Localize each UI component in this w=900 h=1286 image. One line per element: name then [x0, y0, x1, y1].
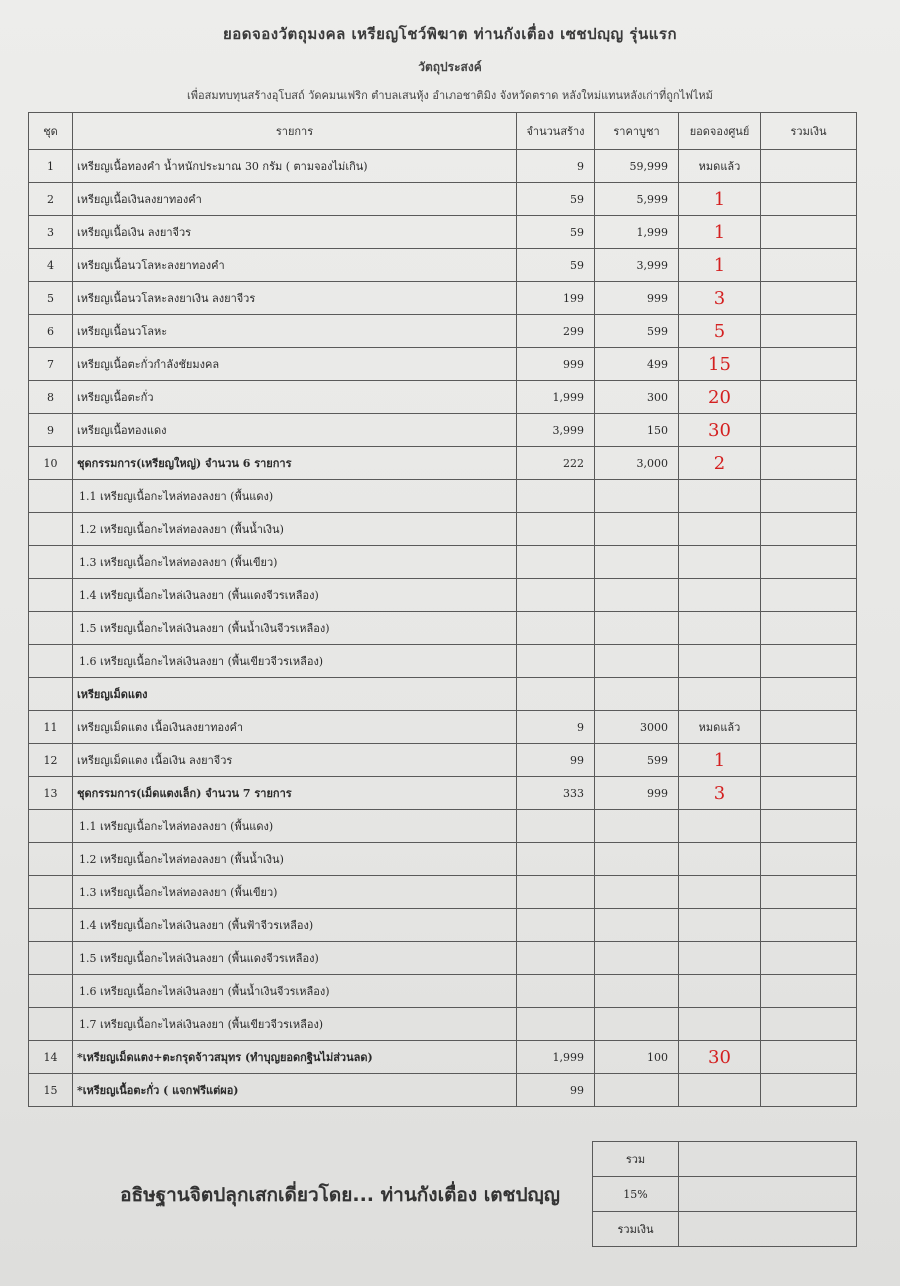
row-reserved	[679, 942, 761, 975]
row-set-number	[29, 810, 73, 843]
totals-grand-value	[679, 1212, 857, 1247]
totals-row-sum	[593, 1142, 857, 1177]
row-set-number: 6	[29, 315, 73, 348]
col-header-total: รวมเงิน	[761, 113, 857, 150]
row-reserved	[679, 612, 761, 645]
row-price	[595, 1074, 679, 1107]
row-item-name: เหรียญเนื้อนวโลหะลงยาเงิน ลงยาจีวร	[73, 282, 517, 315]
row-reserved: 1	[679, 744, 761, 777]
row-set-number: 11	[29, 711, 73, 744]
table-row	[29, 711, 857, 744]
row-item-name: เหรียญเนื้อทองแดง	[73, 414, 517, 447]
row-reserved: 3	[679, 777, 761, 810]
row-total	[761, 183, 857, 216]
row-set-number: 3	[29, 216, 73, 249]
row-price	[595, 975, 679, 1008]
row-price: 100	[595, 1041, 679, 1074]
row-price: 599	[595, 315, 679, 348]
col-header-item: รายการ	[73, 113, 517, 150]
table-row	[29, 150, 857, 183]
table-row	[29, 546, 857, 579]
row-quantity: 9	[517, 150, 595, 183]
row-item-name: ชุดกรรมการ(เหรียญใหญ่) จำนวน 6 รายการ	[73, 447, 517, 480]
row-quantity: 1,999	[517, 1041, 595, 1074]
row-reserved	[679, 876, 761, 909]
row-set-number: 10	[29, 447, 73, 480]
row-reserved: หมดแล้ว	[679, 150, 761, 183]
row-price: 5,999	[595, 183, 679, 216]
totals-row-grand	[593, 1212, 857, 1247]
table-row	[29, 1041, 857, 1074]
row-price	[595, 480, 679, 513]
row-quantity: 99	[517, 744, 595, 777]
row-quantity: 3,999	[517, 414, 595, 447]
row-reserved	[679, 480, 761, 513]
row-total	[761, 348, 857, 381]
col-header-set: ชุด	[29, 113, 73, 150]
row-total	[761, 513, 857, 546]
row-item-name: 1.6 เหรียญเนื้อกะไหล่เงินลงยา (พื้นน้ำเงินจีวรเหลือง)	[73, 975, 517, 1008]
row-set-number: 1	[29, 150, 73, 183]
table-row	[29, 249, 857, 282]
totals-row-discount	[593, 1177, 857, 1212]
row-reserved: หมดแล้ว	[679, 711, 761, 744]
row-reserved	[679, 843, 761, 876]
row-total	[761, 843, 857, 876]
totals-table	[592, 1141, 857, 1247]
row-quantity: 59	[517, 249, 595, 282]
row-reserved	[679, 513, 761, 546]
row-reserved: 1	[679, 249, 761, 282]
table-row	[29, 315, 857, 348]
row-reserved: 2	[679, 447, 761, 480]
row-total	[761, 282, 857, 315]
row-total	[761, 579, 857, 612]
table-row	[29, 183, 857, 216]
row-price	[595, 513, 679, 546]
row-quantity: 199	[517, 282, 595, 315]
blessing-text: อธิษฐานจิตปลุกเสกเดี่ยวโดย... ท่านกังเตื่อง เตชปญฺญ	[120, 1184, 560, 1206]
row-quantity	[517, 1008, 595, 1041]
row-quantity	[517, 876, 595, 909]
row-item-name: 1.5 เหรียญเนื้อกะไหล่เงินลงยา (พื้นแดงจีวรเหลือง)	[73, 942, 517, 975]
row-price	[595, 645, 679, 678]
table-row	[29, 810, 857, 843]
row-set-number: 15	[29, 1074, 73, 1107]
row-item-name: เหรียญเนื้อเงินลงยาทองคำ	[73, 183, 517, 216]
row-quantity	[517, 942, 595, 975]
totals-discount-label: 15%	[593, 1177, 679, 1212]
page-title: ยอดจองวัตถุมงคล เหรียญโชว์พิฆาต ท่านกังเตื่อง เซชปญฺญ รุ่นแรก	[222, 25, 678, 43]
row-reserved	[679, 810, 761, 843]
row-quantity: 299	[517, 315, 595, 348]
row-price	[595, 909, 679, 942]
row-set-number	[29, 1008, 73, 1041]
row-quantity	[517, 678, 595, 711]
row-item-name: *เหรียญเม็ดแตง+ตะกรุดจ้าวสมุทร (ทำบุญยอดกฐินไม่ส่วนลด)	[73, 1041, 517, 1074]
page-subtitle: วัตถุประสงค์	[418, 60, 482, 74]
row-price: 1,999	[595, 216, 679, 249]
row-price	[595, 579, 679, 612]
row-total	[761, 414, 857, 447]
row-total	[761, 744, 857, 777]
row-total	[761, 645, 857, 678]
row-item-name: 1.7 เหรียญเนื้อกะไหล่เงินลงยา (พื้นเขียวจีวรเหลือง)	[73, 1008, 517, 1041]
row-total	[761, 678, 857, 711]
table-row	[29, 645, 857, 678]
row-reserved	[679, 645, 761, 678]
col-header-reserved: ยอดจองศูนย์	[679, 113, 761, 150]
row-reserved: 15	[679, 348, 761, 381]
row-reserved	[679, 909, 761, 942]
row-set-number	[29, 546, 73, 579]
row-item-name: 1.4 เหรียญเนื้อกะไหล่เงินลงยา (พื้นแดงจีวรเหลือง)	[73, 579, 517, 612]
table-row	[29, 876, 857, 909]
row-price: 150	[595, 414, 679, 447]
row-quantity	[517, 909, 595, 942]
purpose-text: เพื่อสมทบทุนสร้างอุโบสถ์ วัดคมนเฟริก ตำบลเสนหุ้ง อำเภอชาติมิง จังหวัดตราด หลังใหม่แทนหลังเก่าที่ถูกไฟไหม้	[187, 89, 713, 102]
table-row	[29, 909, 857, 942]
row-total	[761, 711, 857, 744]
row-set-number	[29, 645, 73, 678]
row-item-name: 1.3 เหรียญเนื้อกะไหล่ทองลงยา (พื้นเขียว)	[73, 876, 517, 909]
row-item-name: เหรียญเนื้อนวโลหะ	[73, 315, 517, 348]
row-quantity	[517, 612, 595, 645]
table-row	[29, 282, 857, 315]
row-reserved: 30	[679, 414, 761, 447]
row-total	[761, 249, 857, 282]
row-price	[595, 876, 679, 909]
row-reserved: 3	[679, 282, 761, 315]
row-set-number	[29, 909, 73, 942]
row-price	[595, 810, 679, 843]
totals-sum-value	[679, 1142, 857, 1177]
table-row	[29, 612, 857, 645]
row-quantity: 1,999	[517, 381, 595, 414]
table-row	[29, 1074, 857, 1107]
order-table	[28, 112, 857, 1107]
row-set-number	[29, 612, 73, 645]
row-total	[761, 909, 857, 942]
row-price: 3000	[595, 711, 679, 744]
totals-discount-value	[679, 1177, 857, 1212]
row-total	[761, 381, 857, 414]
row-reserved	[679, 1008, 761, 1041]
row-set-number	[29, 480, 73, 513]
row-set-number: 4	[29, 249, 73, 282]
row-set-number: 7	[29, 348, 73, 381]
table-row	[29, 414, 857, 447]
row-item-name: เหรียญเนื้อเงิน ลงยาจีวร	[73, 216, 517, 249]
row-item-name: 1.5 เหรียญเนื้อกะไหล่เงินลงยา (พื้นน้ำเงินจีวรเหลือง)	[73, 612, 517, 645]
row-item-name: เหรียญเนื้อตะกั่ว	[73, 381, 517, 414]
table-row	[29, 777, 857, 810]
row-price	[595, 942, 679, 975]
row-item-name: เหรียญเม็ดแตง เนื้อเงิน ลงยาจีวร	[73, 744, 517, 777]
row-item-name: 1.3 เหรียญเนื้อกะไหล่ทองลงยา (พื้นเขียว)	[73, 546, 517, 579]
table-row	[29, 744, 857, 777]
row-item-name: 1.2 เหรียญเนื้อกะไหล่ทองลงยา (พื้นน้ำเงิน)	[73, 843, 517, 876]
row-reserved	[679, 1074, 761, 1107]
row-reserved	[679, 546, 761, 579]
row-total	[761, 150, 857, 183]
row-set-number	[29, 975, 73, 1008]
row-total	[761, 777, 857, 810]
row-set-number: 5	[29, 282, 73, 315]
row-quantity: 333	[517, 777, 595, 810]
row-set-number	[29, 942, 73, 975]
row-item-name: *เหรียญเนื้อตะกั่ว ( แจกฟรีแต่ผอ)	[73, 1074, 517, 1107]
row-price	[595, 678, 679, 711]
table-row	[29, 678, 857, 711]
row-item-name: เหรียญเม็ดแตง	[73, 678, 517, 711]
row-price	[595, 843, 679, 876]
row-quantity	[517, 513, 595, 546]
row-total	[761, 1041, 857, 1074]
row-price: 3,000	[595, 447, 679, 480]
row-item-name: 1.4 เหรียญเนื้อกะไหล่เงินลงยา (พื้นฟ้าจีวรเหลือง)	[73, 909, 517, 942]
row-total	[761, 546, 857, 579]
row-price: 999	[595, 282, 679, 315]
row-quantity: 99	[517, 1074, 595, 1107]
row-quantity: 9	[517, 711, 595, 744]
table-row	[29, 480, 857, 513]
row-quantity: 59	[517, 216, 595, 249]
row-quantity	[517, 810, 595, 843]
row-reserved: 1	[679, 183, 761, 216]
row-reserved	[679, 678, 761, 711]
table-row	[29, 513, 857, 546]
row-item-name: เหรียญเนื้อตะกั่วกำลังชัยมงคล	[73, 348, 517, 381]
table-row	[29, 216, 857, 249]
row-total	[761, 480, 857, 513]
row-quantity: 59	[517, 183, 595, 216]
row-set-number	[29, 579, 73, 612]
col-header-quantity: จำนวนสร้าง	[517, 113, 595, 150]
row-set-number	[29, 513, 73, 546]
table-row	[29, 381, 857, 414]
row-price: 599	[595, 744, 679, 777]
row-set-number: 14	[29, 1041, 73, 1074]
row-item-name: 1.1 เหรียญเนื้อกะไหล่ทองลงยา (พื้นแดง)	[73, 480, 517, 513]
table-row	[29, 942, 857, 975]
col-header-price: ราคาบูชา	[595, 113, 679, 150]
row-item-name: 1.6 เหรียญเนื้อกะไหล่เงินลงยา (พื้นเขียวจีวรเหลือง)	[73, 645, 517, 678]
row-price: 3,999	[595, 249, 679, 282]
table-body	[29, 150, 857, 1107]
row-total	[761, 612, 857, 645]
row-quantity	[517, 579, 595, 612]
row-reserved: 1	[679, 216, 761, 249]
row-set-number: 12	[29, 744, 73, 777]
row-total	[761, 1008, 857, 1041]
row-total	[761, 942, 857, 975]
table-row	[29, 447, 857, 480]
row-set-number	[29, 678, 73, 711]
row-total	[761, 315, 857, 348]
row-total	[761, 810, 857, 843]
row-set-number: 2	[29, 183, 73, 216]
row-total	[761, 1074, 857, 1107]
row-set-number	[29, 843, 73, 876]
table-row	[29, 348, 857, 381]
row-item-name: เหรียญเนื้อนวโลหะลงยาทองคำ	[73, 249, 517, 282]
row-price: 300	[595, 381, 679, 414]
row-total	[761, 876, 857, 909]
row-quantity: 999	[517, 348, 595, 381]
row-price	[595, 1008, 679, 1041]
row-item-name: ชุดกรรมการ(เม็ดแตงเล็ก) จำนวน 7 รายการ	[73, 777, 517, 810]
row-quantity: 222	[517, 447, 595, 480]
row-item-name: 1.1 เหรียญเนื้อกะไหล่ทองลงยา (พื้นแดง)	[73, 810, 517, 843]
row-item-name: เหรียญเม็ดแตง เนื้อเงินลงยาทองคำ	[73, 711, 517, 744]
row-price	[595, 612, 679, 645]
row-quantity	[517, 546, 595, 579]
row-total	[761, 975, 857, 1008]
row-reserved	[679, 579, 761, 612]
table-row	[29, 975, 857, 1008]
row-item-name: เหรียญเนื้อทองคำ น้ำหนักประมาณ 30 กรัม ( ตามจองไม่เกิน)	[73, 150, 517, 183]
row-price	[595, 546, 679, 579]
table-header-row	[29, 113, 857, 150]
totals-grand-label: รวมเงิน	[593, 1212, 679, 1247]
row-reserved: 5	[679, 315, 761, 348]
row-quantity	[517, 645, 595, 678]
table-row	[29, 843, 857, 876]
row-reserved	[679, 975, 761, 1008]
row-reserved: 30	[679, 1041, 761, 1074]
row-set-number: 13	[29, 777, 73, 810]
row-set-number: 9	[29, 414, 73, 447]
row-set-number	[29, 876, 73, 909]
row-price: 59,999	[595, 150, 679, 183]
row-item-name: 1.2 เหรียญเนื้อกะไหล่ทองลงยา (พื้นน้ำเงิน)	[73, 513, 517, 546]
table-row	[29, 1008, 857, 1041]
row-quantity	[517, 843, 595, 876]
row-quantity	[517, 975, 595, 1008]
row-quantity	[517, 480, 595, 513]
row-total	[761, 216, 857, 249]
row-total	[761, 447, 857, 480]
row-reserved: 20	[679, 381, 761, 414]
row-price: 999	[595, 777, 679, 810]
totals-sum-label: รวม	[593, 1142, 679, 1177]
table-row	[29, 579, 857, 612]
row-set-number: 8	[29, 381, 73, 414]
row-price: 499	[595, 348, 679, 381]
